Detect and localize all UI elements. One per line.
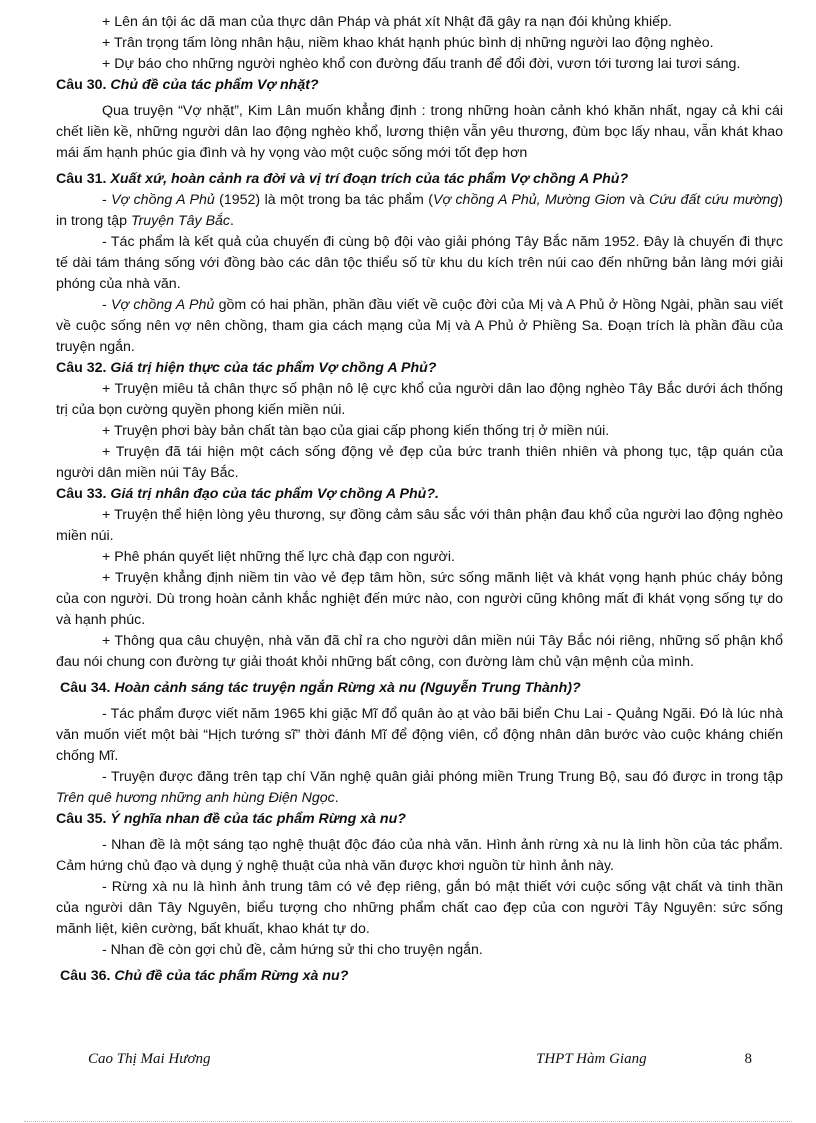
question-heading-32 [56,358,783,379]
page-footer [88,1051,752,1073]
paragraph: - Rừng xà nu là hình ảnh trung tâm có vẻ đẹp riêng, gắn bó mật thiết với cuộc sống vật chất và tinh thần của người dân Tây Nguyên, biểu tượng cho những phẩm chất cao đẹp của con người Tây Nguyên: sức sống mãnh liệt, kiên cường, bất khuất, khao khát tự do. [56,879,783,937]
text-run: . [230,213,234,229]
work-title: Vợ chồng A Phủ, Mường Giơn [433,192,626,208]
question-title: Chủ đề của tác phẩm Rừng xà nu? [114,968,349,984]
question-number: Câu 31. [56,171,107,187]
paragraph [56,295,783,358]
paragraph: + Thông qua câu chuyện, nhà văn đã chỉ ra cho người dân miền núi Tây Bắc nói riêng, những số phận khổ đau nói chung con đường tự giải thoát khỏi những bất công, con đường làm chủ vận mệnh của mình. [56,633,783,670]
question-heading-30 [56,75,783,96]
text-run: (1952) là một trong ba tác phẩm ( [214,192,434,208]
paragraph [56,190,783,232]
footer-school: THPT Hàm Giang [536,1051,647,1067]
question-heading-31 [56,169,783,190]
paragraph: + Truyện đã tái hiện một cách sống động vẻ đẹp của bức tranh thiên nhiên và phong tục, tập quán của người dân miền núi Tây Bắc. [56,444,783,481]
paragraph: + Dự báo cho những người nghèo khổ con đường đấu tranh để đổi đời, vươn tới tương lai tươi sáng. [102,56,741,72]
question-number: Câu 32. [56,360,107,376]
question-number: Câu 34. [59,680,111,696]
work-title: Truyện Tây Bắc [130,213,231,229]
paragraph: + Truyện khẳng định niềm tin vào vẻ đẹp tâm hồn, sức sống mãnh liệt và khát vọng hạnh phúc cháy bỏng của con người. Dù trong hoàn cảnh khắc nghiệt đến mức nào, con người cũng không mất đi khát vọng sống tự do và hạnh phúc. [56,570,783,628]
text-run: ) in trong tập [56,192,783,229]
question-title: Chủ đề của tác phẩm Vợ nhặt? [110,77,319,93]
paragraph: - Tác phẩm là kết quả của chuyến đi cùng bộ đội vào giải phóng Tây Bắc năm 1952. Đây là chuyến đi thực tế dài tám tháng sống với đồng bào các dân tộc thiểu số từ khu du kích trên núi cao đến những bản làng mới giải phóng của nhà văn. [56,234,783,292]
page-number: 8 [744,1051,752,1067]
paragraph: + Trân trọng tấm lòng nhân hậu, niềm khao khát hạnh phúc bình dị những người lao động nghèo. [102,35,714,51]
text-run: gồm có hai phần, phần đầu viết về cuộc đời của Mị và A Phủ ở Hồng Ngài, phần sau viết về cuộc sống nên vợ nên chồng, tham gia cách mạng của Mị và A Phủ ở Phiềng Sa. Đoạn trích là phần đầu của truyện ngắn. [56,297,783,355]
text-run: - Truyện được đăng trên tạp chí Văn nghệ quân giải phóng miền Trung Trung Bộ, sau đó được in trong tập [102,769,783,785]
work-title: Trên quê hương những anh hùng Điện Ngọc [56,790,335,806]
question-title: Giá trị hiện thực của tác phẩm Vợ chồng A Phủ? [110,360,437,376]
work-title: Cứu đất cứu mường [649,192,779,208]
text-run: - [102,192,112,208]
text-run: . [334,790,339,806]
paragraph: + Phê phán quyết liệt những thế lực chà đạp con người. [102,549,455,565]
page-edge-divider [24,1121,792,1122]
paragraph: - Nhan đề là một sáng tạo nghệ thuật độc đáo của nhà văn. Hình ảnh rừng xà nu là linh hồn của tác phẩm. Cảm hứng chủ đạo và dụng ý nghệ thuật của nhà văn được khơi nguồn từ hình ảnh này. [56,837,783,874]
paragraph: + Lên án tội ác dã man của thực dân Pháp và phát xít Nhật đã gây ra nạn đói khủng khiếp. [102,14,672,30]
question-number: Câu 35. [56,811,107,827]
paragraph: + Truyện thể hiện lòng yêu thương, sự đồng cảm sâu sắc với thân phận đau khổ của người lao động nghèo miền núi. [56,507,783,544]
text-run: - [102,297,112,313]
paragraph: + Truyện phơi bày bản chất tàn bạo của giai cấp phong kiến thống trị ở miền núi. [102,423,610,439]
question-title: Hoàn cảnh sáng tác truyện ngắn Rừng xà nu (Nguyễn Trung Thành)? [114,680,581,696]
paragraph: - Nhan đề còn gợi chủ đề, cảm hứng sử thi cho truyện ngắn. [102,942,483,958]
paragraph: + Truyện miêu tả chân thực số phận nô lệ cực khổ của người dân lao động nghèo Tây Bắc dưới ách thống trị của bọn cường quyền phong kiến miền núi. [56,381,783,418]
question-heading-34 [56,678,783,699]
paragraph [56,767,783,809]
question-number: Câu 30. [56,77,107,93]
paragraph: Qua truyện “Vợ nhặt”, Kim Lân muốn khẳng định : trong những hoàn cảnh khó khăn nhất, ngay cả khi cái chết liền kề, những người dân lao động nghèo khổ, lương thiện vẫn yêu thương, đùm bọc lấy nhau, vẫn khát khao mái ấm hạnh phúc gia đình và hy vọng vào một cuộc sống mới tốt đẹp hơn [56,103,783,161]
question-title: Xuất xứ, hoàn cảnh ra đời và vị trí đoạn trích của tác phẩm Vợ chồng A Phủ? [110,171,629,187]
question-heading-35 [56,809,783,830]
question-number: Câu 36. [59,968,111,984]
work-title: Vợ chồng A Phủ [111,297,215,313]
document-body [56,12,783,987]
question-heading-36 [56,966,783,987]
text-run: và [625,192,650,208]
footer-author: Cao Thị Mai Hương [88,1051,211,1067]
question-title: Ý nghĩa nhan đề của tác phẩm Rừng xà nu? [110,811,406,827]
paragraph: - Tác phẩm được viết năm 1965 khi giặc Mĩ đổ quân ào ạt vào bãi biển Chu Lai - Quảng Ngãi. Đó là lúc nhà văn muốn viết một bài “Hịch tướng sĩ” thời đánh Mĩ để động viên, cổ động nhân dân bước vào cuộc kháng chiến chống Mĩ. [56,706,783,764]
question-heading-33 [56,484,783,505]
question-number: Câu 33. [56,486,107,502]
work-title: Vợ chồng A Phủ [111,192,215,208]
question-title: Giá trị nhân đạo của tác phẩm Vợ chồng A Phủ?. [110,486,439,502]
